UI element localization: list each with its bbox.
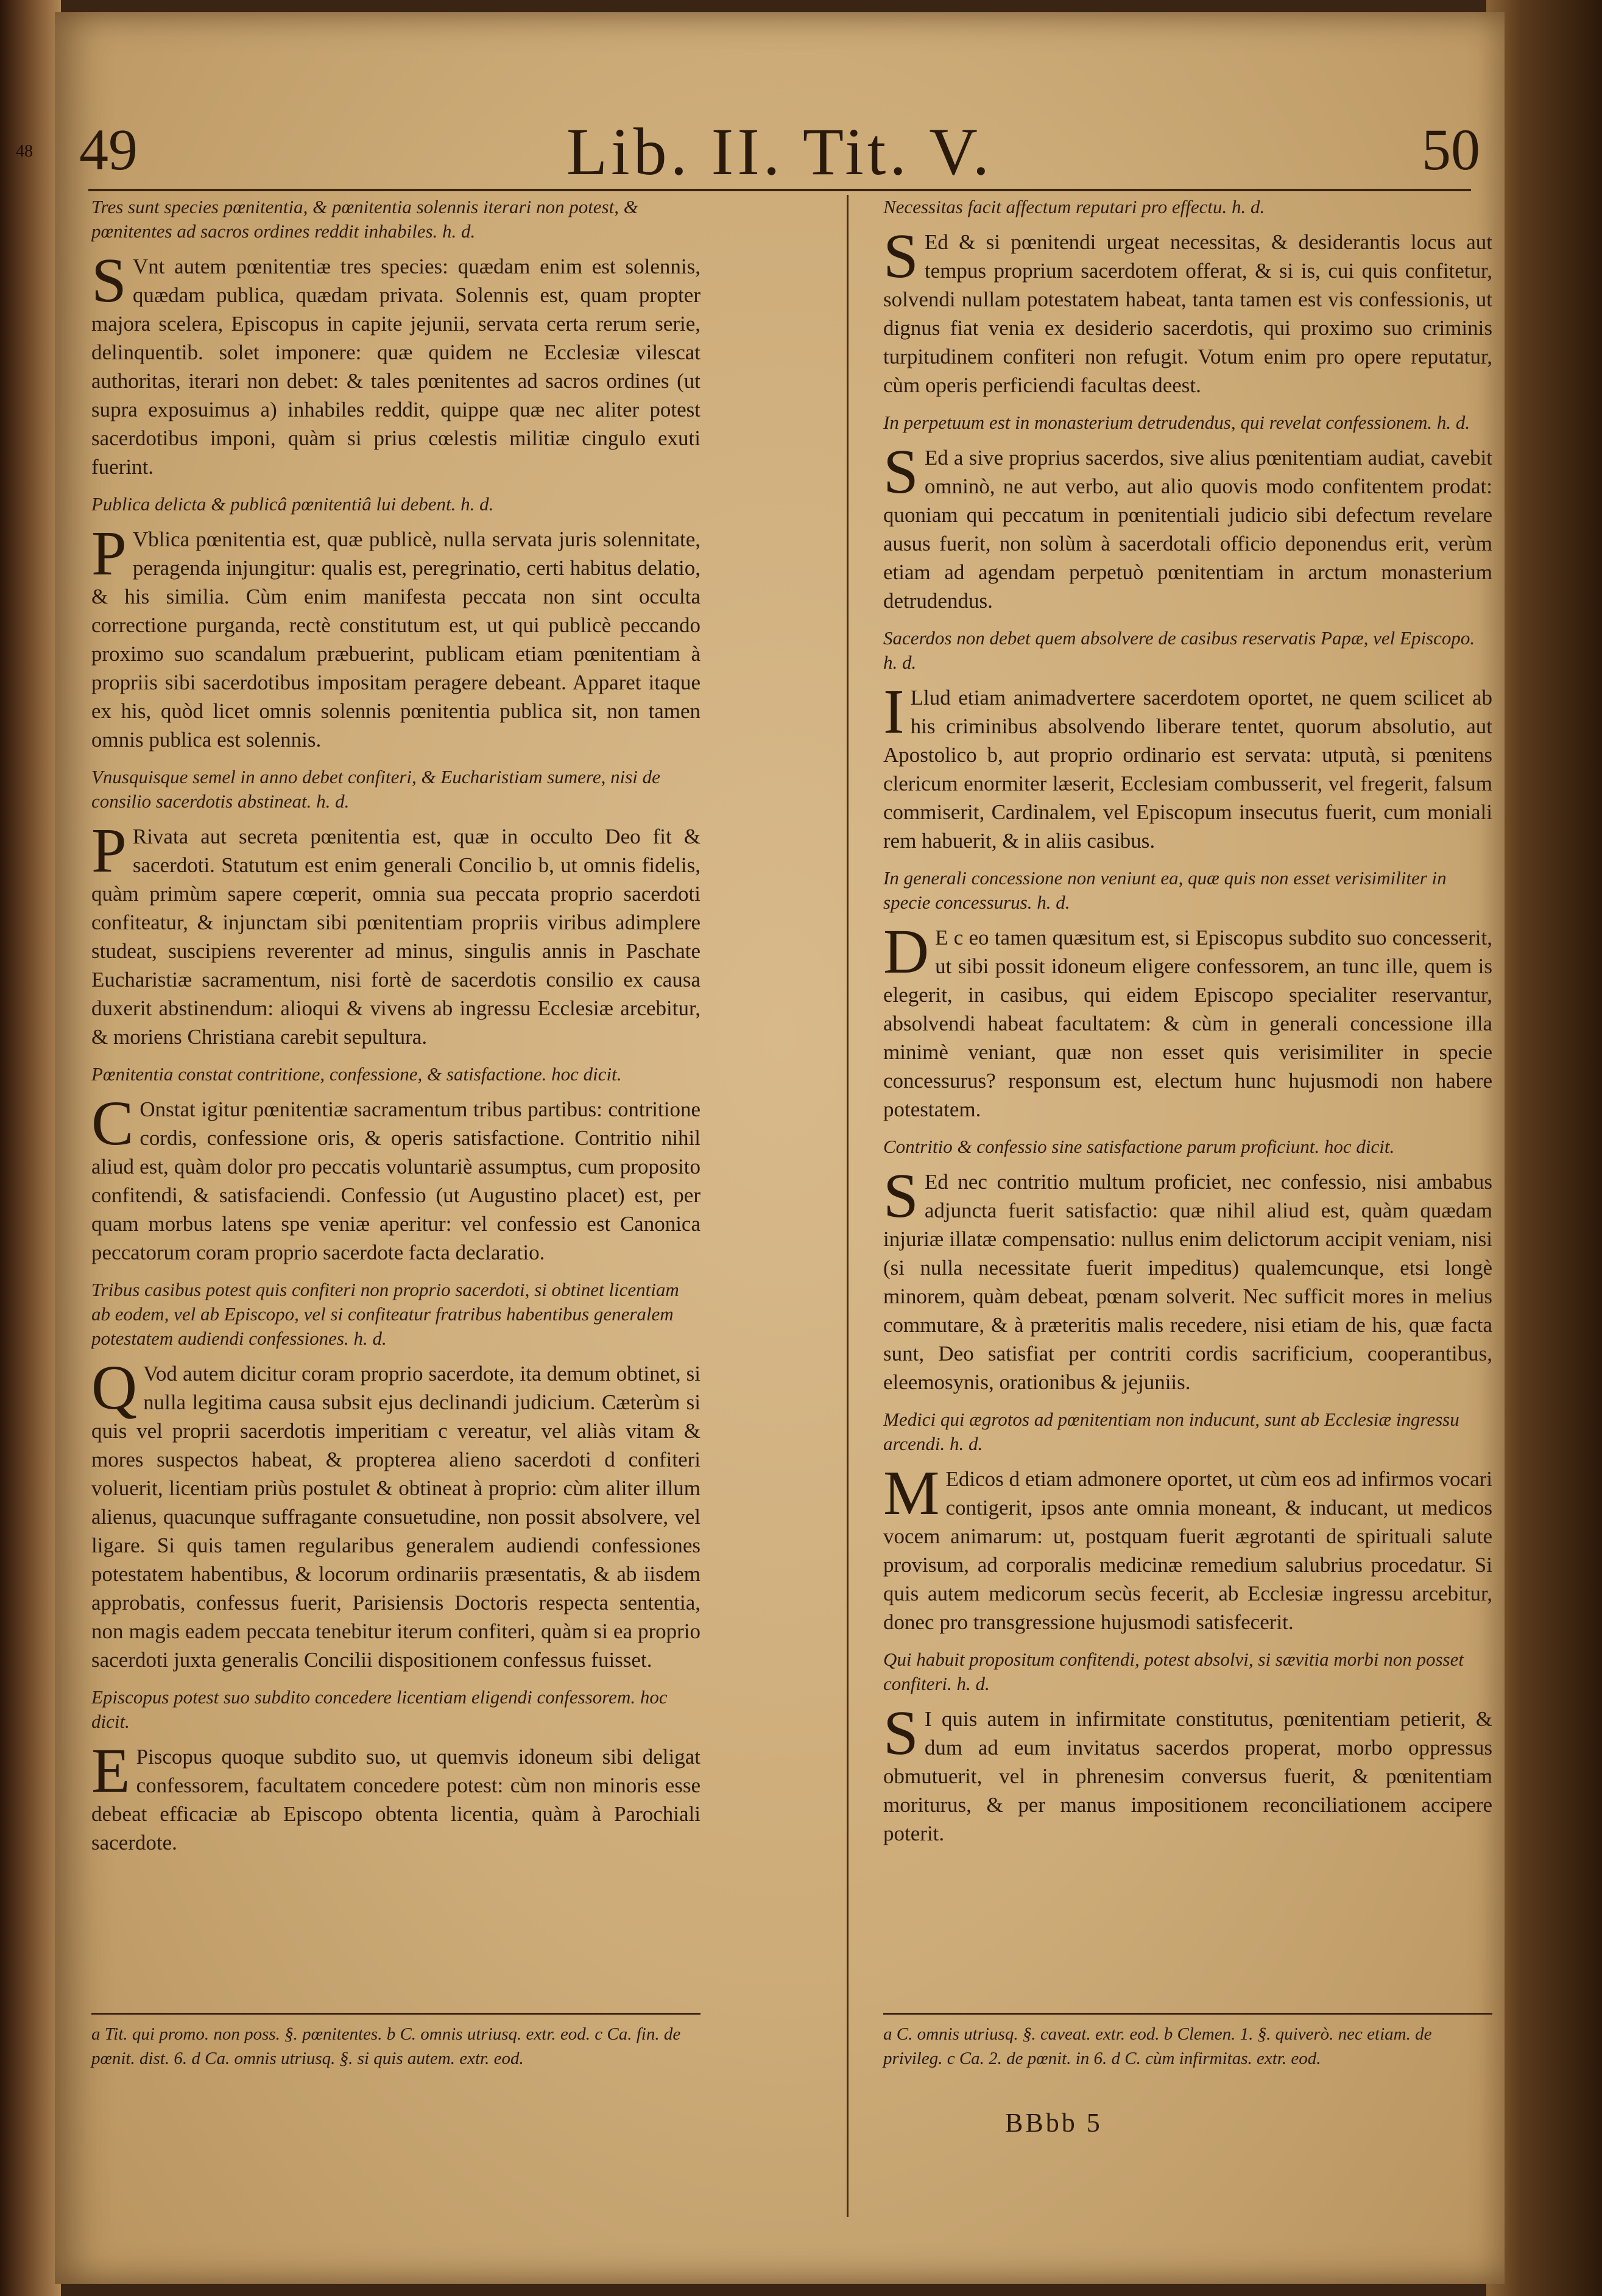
left-column bbox=[91, 195, 700, 2022]
paragraph-text: Vnt autem pœnitentiæ tres species: quædam enim est solennis, quædam publica, quædam privata. Solennis est, quam propter majora scelera, Episcopus in capite jejunii, servata certa rerum serie, delinquentib. solet imponere: quæ quidem ne Ecclesiæ vilescat authoritas, iterari non debet: & tales pœnitentes ad sacros ordines (ut supra exposuimus a) inhabiles reddit, quippe quæ nec aliter potest sacerdotibus imponi, quàm si prius cœlestis militiæ cingulo exuti fuerint. bbox=[91, 255, 700, 479]
left-page-number: 49 bbox=[79, 117, 138, 182]
paragraph-text: E c eo tamen quæsitum est, si Episcopus subdito suo concesserit, ut sibi possit idoneum eligere confessorem, an tunc ille, quem is elegerit, in casibus, qui eidem Episcopo specialiter reservantur, absolvendi habeat facultatem: & cùm in generali concessione illa minimè veniant, quæ non esset quis verisimiliter in specie concessurus? responsum est, electum hunc hujusmodi non habere potestatem. bbox=[883, 926, 1492, 1121]
section-summary: Publica delicta & publicâ pœnitentiâ lui debent. h. d. bbox=[91, 493, 494, 515]
section-summary: Medici qui ægrotos ad pœnitentiam non inducunt, sunt ab Ecclesiæ ingressu arcendi. h. d. bbox=[883, 1409, 1459, 1454]
section-paragraph bbox=[883, 437, 1492, 615]
paragraph-text: Rivata aut secreta pœnitentia est, quæ in occulto Deo fit & sacerdoti. Statutum est enim generali Concilio b, ut omnis fidelis, quàm primùm sapere cœperit, omnia sua peccata proprio sacerdoti confiteatur, & injunctam sibi pœnitentiam propriis viribus adimplere studeat, suscipiens reverenter ad minus, singulis annis in Paschate Eucharistiæ sacramentum, nisi fortè de sacerdotis consilio ex causa duxerit abstinendum: alioqui & vivens ab ingressu Ecclesiæ arcebitur, & moriens Christiana carebit sepultura. bbox=[91, 825, 700, 1049]
paragraph-text: Vblica pœnitentia est, quæ publicè, nulla servata juris solennitate, peragenda injungitur: qualis est, peregrinatio, certi habitus delatio, & his similia. Cùm enim manifesta peccata non sint occulta correctione purganda, rectè constitutum est, ut qui publicè peccando proximo suo scandalum præbuerint, publicam etiam pœnitentiam à propriis sibi sacerdotibus impositam peragere debeant. Apparet itaque ex his, quòd licet omnis solennis pœnitentia publica sit, non tamen omnis publica est solennis. bbox=[91, 527, 700, 752]
drop-capital: E bbox=[91, 1736, 130, 1806]
page-header bbox=[79, 116, 1480, 189]
drop-capital: I bbox=[883, 677, 905, 747]
section-summary: In generali concessione non veniunt ea, quæ quis non esset verisimiliter in specie concessurus. h. d. bbox=[883, 867, 1447, 913]
prev-page-number: 48 bbox=[16, 142, 33, 161]
drop-capital: C bbox=[91, 1088, 134, 1158]
footnote-rule-left bbox=[91, 2013, 700, 2015]
footnotes-left: a Tit. qui promo. non poss. §. pœnitentes. b C. omnis utriusq. extr. eod. c Ca. fin. de pœnit. dist. 6. d Ca. omnis utriusq. §. si quis autem. extr. eod. bbox=[91, 2024, 681, 2068]
section-summary: Tres sunt species pœnitentia, & pœnitentia solennis iterari non potest, & pœnitentes ad sacros ordines reddit inhabiles. h. d. bbox=[91, 196, 638, 242]
section-paragraph bbox=[883, 221, 1492, 400]
section-summary: Episcopus potest suo subdito concedere licentiam eligendi confessorem. hoc dicit. bbox=[91, 1686, 668, 1732]
book-page bbox=[55, 12, 1505, 2284]
drop-capital: S bbox=[883, 1161, 919, 1231]
paragraph-text: Llud etiam animadvertere sacerdotem oportet, ne quem scilicet ab his criminibus absolvendo liberare tentet, quorum absolutio, aut Apostolico b, aut proprio ordinario est servata: utputà, si pœnitens clericum enormiter læserit, Ecclesiam combusserit, vel fregerit, falsum commiserit, Cardinalem, vel Episcopum insecutus fuerit, cum moniali rem habuerit, & in aliis casibus. bbox=[883, 686, 1492, 853]
section-summary: Contritio & confessio sine satisfactione parum proficiunt. hoc dicit. bbox=[883, 1136, 1395, 1157]
section-paragraph bbox=[91, 1088, 700, 1267]
drop-capital: S bbox=[883, 437, 919, 507]
section-summary: Necessitas facit affectum reputari pro effectu. h. d. bbox=[883, 196, 1265, 217]
paragraph-text: Onstat igitur pœnitentiæ sacramentum tribus partibus: contritione cordis, confessione oris, & operis satisfactione. Contritio nihil aliud est, quàm dolor pro peccatis voluntariè assumptus, cum proposito confitendi, & satisfaciendi. Confessio (ut Augustino placet) est, per quam morbus latens spe veniæ aperitur: vel confessio est Canonica peccatorum coram proprio sacerdote facta declaratio. bbox=[91, 1097, 700, 1264]
section-paragraph bbox=[883, 917, 1492, 1124]
facing-page-edge bbox=[0, 0, 61, 2296]
column-divider bbox=[847, 195, 849, 2217]
section-paragraph bbox=[91, 518, 700, 754]
paragraph-text: Ed nec contritio multum proficiet, nec confessio, nisi ambabus adjuncta fuerit satisfactio: quæ nihil aliud est, quàm quædam injuriæ illatæ compensatio: nullus enim delictorum accipit veniam, nisi (si nulla necessitate fuerit impeditus) qualemcunque, etsi longè minorem, quàm debeat, pœnam solverit. Nec sufficit mores in melius commutare, & à præteritis malis recedere, nisi etiam de his, quæ facta sunt, Deo satisfiat per contriti cordis sacrificium, cooperantibus, eleemosynis, orationibus & jejuniis. bbox=[883, 1170, 1492, 1394]
drop-capital: S bbox=[883, 221, 919, 291]
section-paragraph bbox=[91, 1736, 700, 1857]
header-rule bbox=[88, 189, 1471, 191]
section-paragraph bbox=[883, 677, 1492, 855]
footnotes-right: a C. omnis utriusq. §. caveat. extr. eod. b Clemen. 1. §. quiverò. nec etiam. de privileg. c Ca. 2. de pœnit. in 6. d C. cùm infirmitas. extr. eod. bbox=[883, 2024, 1432, 2068]
drop-capital: P bbox=[91, 518, 127, 588]
paragraph-text: I quis autem in infirmitate constitutus, pœnitentiam petierit, & dum ad eum invitatus sacerdos properat, morbo oppressus obmutuerit, vel in phrenesim conversus fuerit, & pœnitentiam moriturus, & per manus impositionem reconciliationem accipere poterit. bbox=[883, 1707, 1492, 1845]
section-paragraph bbox=[883, 1698, 1492, 1848]
drop-capital: D bbox=[883, 917, 930, 987]
paragraph-text: Edicos d etiam admonere oportet, ut cùm eos ad infirmos vocari contigerit, ipsos ante omnia moneant, & inducant, ut medicos vocem animarum: ut, postquam fuerit ægrotanti de spirituali salute provisum, ad corporalis medicinæ remedium salubrius procedatur. Si quis autem medicorum secùs fecerit, ab Ecclesiæ ingressu arcebitur, donec pro transgressione hujusmodi satisfecerit. bbox=[883, 1467, 1492, 1634]
section-summary: In perpetuum est in monasterium detrudendus, qui revelat confessionem. h. d. bbox=[883, 412, 1470, 433]
section-paragraph bbox=[883, 1161, 1492, 1396]
running-title: Lib. II. Tit. V. bbox=[566, 114, 993, 189]
paragraph-text: Piscopus quoque subdito suo, ut quemvis idoneum sibi deligat confessorem, facultatem concedere potest: cùm non minoris esse debeat efficaciæ ab Episcopo obtenta licentia, quàm à Parochiali sacerdote. bbox=[91, 1745, 700, 1854]
paragraph-text: Ed a sive proprius sacerdos, sive alius pœnitentiam audiat, cavebit omninò, ne aut verbo, aut alio quovis modo confitentem prodat: quoniam qui peccatum in pœnitentiali judicio sibi defectum revelare ausus fuerit, non solùm à sacerdotali officio deponendus erit, verùm etiam ad agendam perpetuò pœnitentiam in arctum monasterium detrudendus. bbox=[883, 446, 1492, 613]
section-summary: Vnusquisque semel in anno debet confiteri, & Eucharistiam sumere, nisi de consilio sacerdotis abstineat. h. d. bbox=[91, 766, 660, 812]
section-paragraph bbox=[91, 815, 700, 1051]
drop-capital: P bbox=[91, 815, 127, 886]
section-paragraph bbox=[883, 1458, 1492, 1636]
section-summary: Pœnitentia constat contritione, confessione, & satisfactione. hoc dicit. bbox=[91, 1063, 622, 1085]
section-paragraph bbox=[91, 1353, 700, 1674]
section-summary: Sacerdos non debet quem absolvere de casibus reservatis Papæ, vel Episcopo. h. d. bbox=[883, 627, 1475, 673]
section-summary: Tribus casibus potest quis confiteri non proprio sacerdoti, si obtinet licentiam ab eodem, vel ab Episcopo, vel si confiteatur fratribus habentibus generalem potestatem audiendi confessiones. h. d. bbox=[91, 1279, 679, 1349]
signature-mark: BBbb 5 bbox=[1005, 2108, 1103, 2138]
footnote-rule-right bbox=[883, 2013, 1492, 2015]
drop-capital: M bbox=[883, 1458, 940, 1528]
drop-capital: Q bbox=[91, 1353, 138, 1423]
section-summary: Qui habuit propositum confitendi, potest absolvi, si sævitia morbi non posset confiteri. h. d. bbox=[883, 1649, 1464, 1694]
drop-capital: S bbox=[91, 245, 127, 315]
paragraph-text: Vod autem dicitur coram proprio sacerdote, ita demum obtinet, si nulla legitima causa subsit ejus declinandi judicium. Cæterùm si quis vel proprii sacerdotis imperitiam c vereatur, vel aliàs vitam & mores suspectos habeat, & propterea alieno sacerdoti d confiteri voluerit, licentiam priùs postulet & obtineat à proprio: cùm aliter illum alienus, quacunque suffragante consuetudine, non possit absolvere, vel ligare. Si quis tamen regularibus generalem audiendi confessiones potestatem habentibus, & locorum ordinariis præsentatis, & ab iisdem approbatis, confessus fuerit, Parisiensis Doctoris respecta sententia, non magis eadem peccata tenebitur iterum confiteri, quàm si ea proprio sacerdoti juxta generalis Concilii dispositionem confessus fuisset. bbox=[91, 1362, 700, 1672]
right-page-number: 50 bbox=[1422, 117, 1480, 182]
section-paragraph bbox=[91, 245, 700, 481]
right-column bbox=[883, 195, 1492, 2022]
paragraph-text: Ed & si pœnitendi urgeat necessitas, & desiderantis locus aut tempus proprium sacerdotem offerat, & si is, cui quis confitetur, solvendi nullam potestatem habeat, tanta tamen est vis confessionis, ut dignus fiat venia ex desiderio sacerdotis, qui proximo suo criminis turpitudinem confiteri non refugit. Votum enim pro opere reputatur, cùm operis perficiendi facultas deest. bbox=[883, 230, 1492, 397]
drop-capital: S bbox=[883, 1698, 919, 1768]
